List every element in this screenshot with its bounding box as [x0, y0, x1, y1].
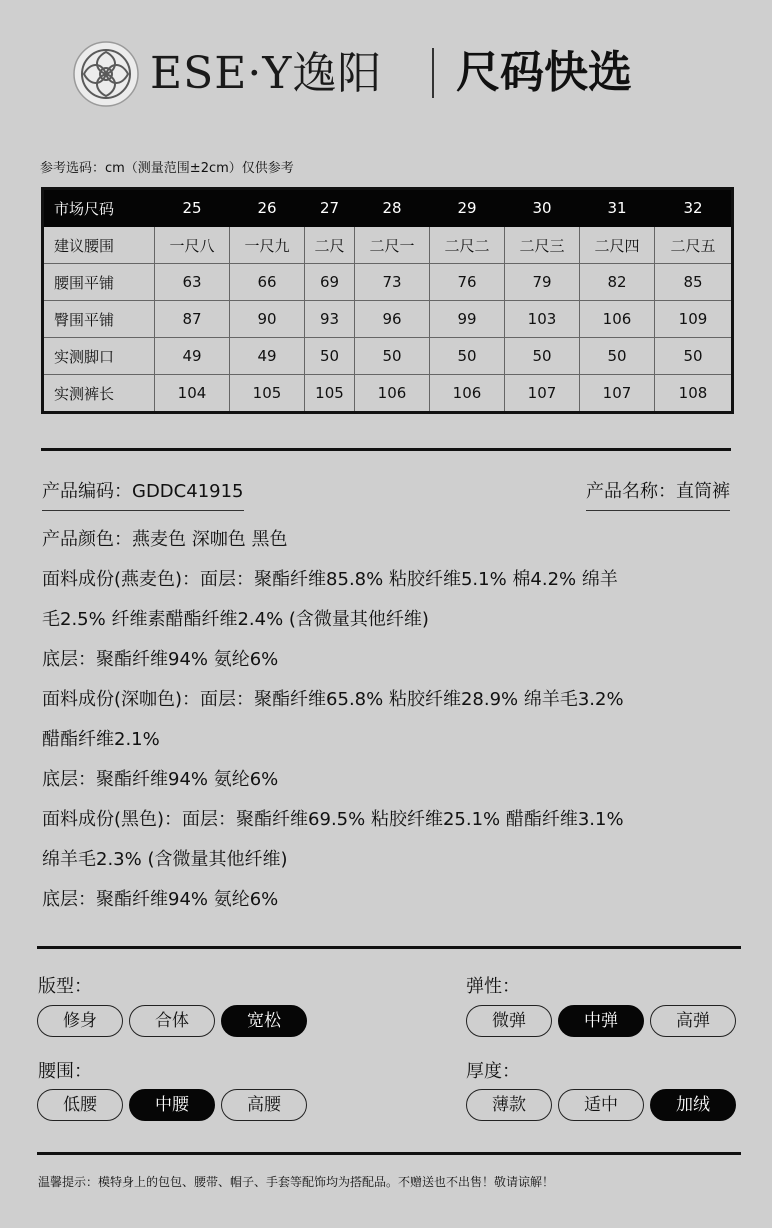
table-cell: 66	[230, 264, 305, 301]
table-cell: 93	[305, 301, 355, 338]
table-cell: 49	[230, 338, 305, 375]
size-header-cell: 29	[430, 189, 505, 227]
size-header-cell: 30	[505, 189, 580, 227]
section-divider	[41, 448, 731, 451]
size-header-cell: 32	[655, 189, 733, 227]
thickness-option-selected: 加绒	[650, 1089, 736, 1121]
table-cell: 107	[580, 375, 655, 413]
fit-option: 合体	[129, 1005, 215, 1037]
table-cell: 二尺二	[430, 227, 505, 264]
table-cell: 49	[155, 338, 230, 375]
table-cell: 79	[505, 264, 580, 301]
table-row	[43, 375, 733, 413]
table-cell: 二尺四	[580, 227, 655, 264]
fit-label: 版型：	[38, 976, 92, 997]
table-cell: 109	[655, 301, 733, 338]
table-cell: 一尺九	[230, 227, 305, 264]
size-reference-note: 参考选码：cm（测量范围±2cm）仅供参考	[40, 161, 294, 176]
table-cell: 90	[230, 301, 305, 338]
table-cell: 85	[655, 264, 733, 301]
table-cell: 106	[580, 301, 655, 338]
section-divider	[37, 946, 741, 949]
elasticity-option: 高弹	[650, 1005, 736, 1037]
rose-emblem-icon	[72, 40, 140, 108]
composition-line: 面料成份(黑色)：面层：聚酯纤维69.5% 粘胶纤维25.1% 醋酯纤维3.1%	[42, 809, 624, 830]
table-cell: 二尺	[305, 227, 355, 264]
thickness-option: 薄款	[466, 1089, 552, 1121]
thickness-option: 适中	[558, 1089, 644, 1121]
composition-line: 底层：聚酯纤维94% 氨纶6%	[42, 769, 279, 790]
table-cell: 82	[580, 264, 655, 301]
table-cell: 50	[305, 338, 355, 375]
product-colors: 产品颜色：燕麦色 深咖色 黑色	[42, 529, 288, 550]
table-cell: 63	[155, 264, 230, 301]
waist-option-selected: 中腰	[129, 1089, 215, 1121]
table-cell: 106	[355, 375, 430, 413]
composition-line: 面料成份(深咖色)：面层：聚酯纤维65.8% 粘胶纤维28.9% 绵羊毛3.2%	[42, 689, 624, 710]
table-cell: 106	[430, 375, 505, 413]
elasticity-label: 弹性：	[466, 976, 520, 997]
table-row	[43, 301, 733, 338]
row-label: 建议腰围	[43, 227, 155, 264]
table-cell: 108	[655, 375, 733, 413]
table-cell: 87	[155, 301, 230, 338]
waist-option: 低腰	[37, 1089, 123, 1121]
table-cell: 50	[580, 338, 655, 375]
table-cell: 50	[355, 338, 430, 375]
composition-line: 面料成份(燕麦色)：面层：聚酯纤维85.8% 粘胶纤维5.1% 棉4.2% 绵羊	[42, 569, 618, 590]
fit-option-selected: 宽松	[221, 1005, 307, 1037]
composition-line: 绵羊毛2.3% (含微量其他纤维)	[42, 849, 288, 870]
table-cell: 99	[430, 301, 505, 338]
waist-label: 腰围：	[38, 1061, 92, 1082]
footer-note: 温馨提示：模特身上的包包、腰带、帽子、手套等配饰均为搭配品。不赠送也不出售！敬请谅解！	[38, 1175, 555, 1189]
row-label: 实测脚口	[43, 338, 155, 375]
table-cell: 103	[505, 301, 580, 338]
size-header-cell: 27	[305, 189, 355, 227]
table-cell: 104	[155, 375, 230, 413]
size-header-cell: 28	[355, 189, 430, 227]
table-row	[43, 264, 733, 301]
header	[72, 38, 712, 110]
table-cell: 107	[505, 375, 580, 413]
table-cell: 76	[430, 264, 505, 301]
table-cell: 50	[505, 338, 580, 375]
table-cell: 二尺一	[355, 227, 430, 264]
row-label: 实测裤长	[43, 375, 155, 413]
table-cell: 50	[430, 338, 505, 375]
page-title: 尺码快选	[456, 47, 632, 98]
size-chart-table	[41, 187, 734, 414]
size-chart-header-row	[43, 189, 733, 227]
brand-name: ESE·Y逸阳	[150, 48, 383, 99]
composition-line: 底层：聚酯纤维94% 氨纶6%	[42, 889, 279, 910]
table-cell: 69	[305, 264, 355, 301]
waist-option: 高腰	[221, 1089, 307, 1121]
composition-line: 醋酯纤维2.1%	[42, 729, 160, 750]
header-divider	[432, 48, 434, 98]
table-row	[43, 338, 733, 375]
table-cell: 96	[355, 301, 430, 338]
table-cell: 二尺五	[655, 227, 733, 264]
size-header-cell: 25	[155, 189, 230, 227]
composition-line: 底层：聚酯纤维94% 氨纶6%	[42, 649, 279, 670]
product-details	[42, 520, 742, 920]
product-name: 产品名称：直筒裤	[586, 480, 730, 511]
elasticity-option: 微弹	[466, 1005, 552, 1037]
size-header-cell: 31	[580, 189, 655, 227]
table-cell: 105	[305, 375, 355, 413]
header-cell: 市场尺码	[43, 189, 155, 227]
fit-option: 修身	[37, 1005, 123, 1037]
table-cell: 105	[230, 375, 305, 413]
table-cell: 一尺八	[155, 227, 230, 264]
table-cell: 二尺三	[505, 227, 580, 264]
row-label: 腰围平铺	[43, 264, 155, 301]
row-label: 臀围平铺	[43, 301, 155, 338]
elasticity-option-selected: 中弹	[558, 1005, 644, 1037]
product-code: 产品编码：GDDC41915	[42, 480, 244, 511]
table-cell: 50	[655, 338, 733, 375]
section-divider	[37, 1152, 741, 1155]
table-cell: 73	[355, 264, 430, 301]
size-header-cell: 26	[230, 189, 305, 227]
composition-line: 毛2.5% 纤维素醋酯纤维2.4% (含微量其他纤维)	[42, 609, 429, 630]
thickness-label: 厚度：	[466, 1061, 520, 1082]
table-row	[43, 227, 733, 264]
